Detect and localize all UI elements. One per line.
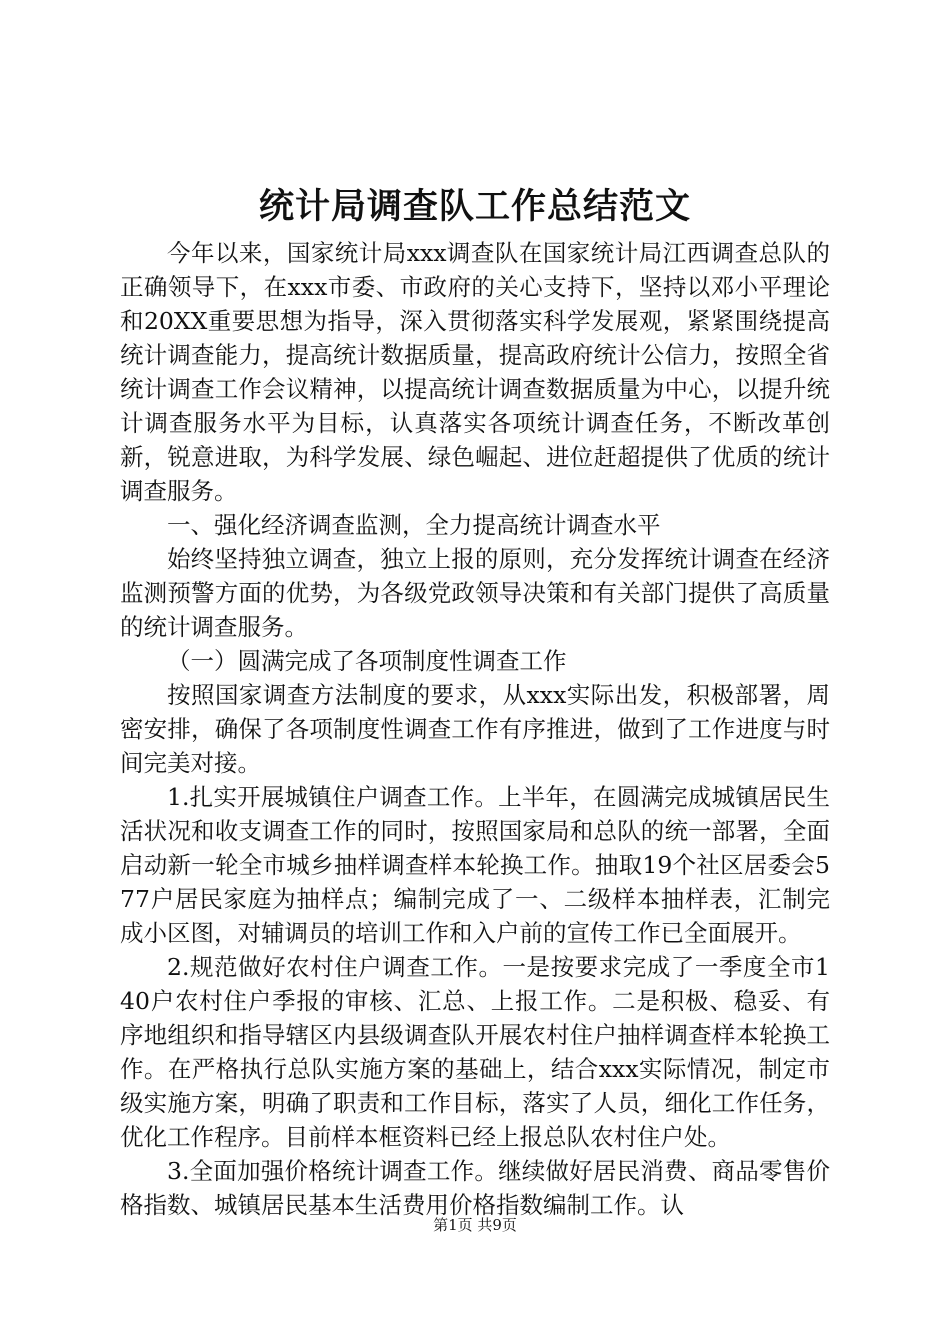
- paragraph-item-3: 3.全面加强价格统计调查工作。继续做好居民消费、商品零售价格指数、城镇居民基本生活费用价格指数编制工作。认: [120, 1157, 830, 1219]
- subsection-heading-1: （一）圆满完成了各项制度性调查工作: [167, 647, 567, 675]
- document-title: 统计局调查队工作总结范文: [258, 186, 691, 227]
- document-body: [120, 236, 830, 1222]
- paragraph-section-1: 始终坚持独立调查，独立上报的原则，充分发挥统计调查在经济监测预警方面的优势，为各级党政领导决策和有关部门提供了高质量的统计调查服务。: [120, 545, 830, 641]
- paragraph-item-2: 2.规范做好农村住户调查工作。一是按要求完成了一季度全市140户农村住户季报的审核、汇总、上报工作。二是积极、稳妥、有序地组织和指导辖区内县级调查队开展农村住户抽样调查样本轮换工作。在严格执行总队实施方案的基础上，结合xxx实际情况，制定市级实施方案，明确了职责和工作目标，落实了人员，细化工作任务，优化工作程序。目前样本框资料已经上报总队农村住户处。: [120, 953, 830, 1151]
- section-heading-1: 一、强化经济调查监测，全力提高统计调查水平: [167, 511, 661, 539]
- paragraph-subsection-1: 按照国家调查方法制度的要求，从xxx实际出发，积极部署，周密安排，确保了各项制度性调查工作有序推进，做到了工作进度与时间完美对接。: [120, 681, 830, 777]
- paragraph-intro: 今年以来，国家统计局xxx调查队在国家统计局江西调查总队的正确领导下，在xxx市委、市政府的关心支持下，坚持以邓小平理论和20XX重要思想为指导，深入贯彻落实科学发展观，紧紧围绕提高统计调查能力，提高统计数据质量，提高政府统计公信力，按照全省统计调查工作会议精神，以提高统计调查数据质量为中心，以提升统计调查服务水平为目标，认真落实各项统计调查任务，不断改革创新，锐意进取，为科学发展、绿色崛起、进位赶超提供了优质的统计调查服务。: [120, 239, 830, 505]
- page-footer: 第1页 共9页: [433, 1216, 517, 1234]
- paragraph-item-1: 1.扎实开展城镇住户调查工作。上半年，在圆满完成城镇居民生活状况和收支调查工作的同时，按照国家局和总队的统一部署，全面启动新一轮全市城乡抽样调查样本轮换工作。抽取19个社区居委会577户居民家庭为抽样点；编制完成了一、二级样本抽样表，汇制完成小区图，对辅调员的培训工作和入户前的宣传工作已全面展开。: [120, 783, 830, 947]
